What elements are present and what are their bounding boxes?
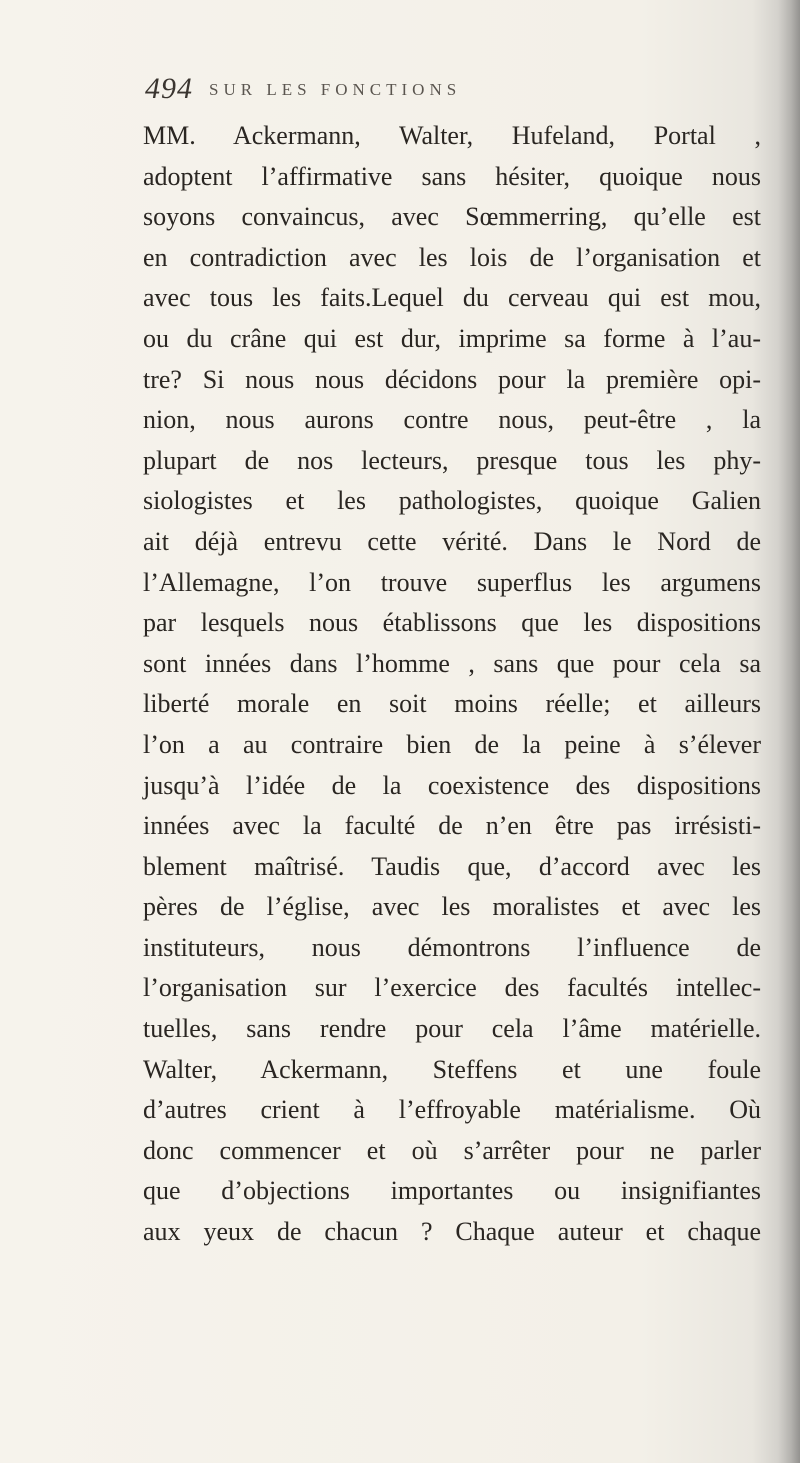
text-line: ou du crâne qui est dur, imprime sa forme à l’au- bbox=[143, 323, 761, 353]
text-line: l’Allemagne, l’on trouve superflus les argumens bbox=[143, 567, 761, 597]
text-line: sont innées dans l’homme , sans que pour cela sa bbox=[143, 648, 761, 678]
text-line: l’on a au contraire bien de la peine à s’élever bbox=[143, 729, 761, 759]
text-line: pères de l’église, avec les moralistes et avec les bbox=[143, 892, 761, 922]
text-line: en contradiction avec les lois de l’organisation et bbox=[143, 242, 761, 272]
text-line: instituteurs, nous démontrons l’influence de bbox=[143, 932, 761, 962]
text-line: jusqu’à l’idée de la coexistence des dispositions bbox=[143, 770, 761, 800]
running-head: SUR LES FONCTIONS bbox=[209, 80, 462, 99]
text-line: Walter, Ackermann, Steffens et une foule bbox=[143, 1054, 761, 1084]
text-line: avec tous les faits.Lequel du cerveau qui est mou, bbox=[143, 283, 761, 313]
text-line: innées avec la faculté de n’en être pas irrésisti- bbox=[143, 811, 761, 841]
text-line: ait déjà entrevu cette vérité. Dans le Nord de bbox=[143, 526, 761, 556]
text-line: soyons convaincus, avec Sœmmerring, qu’elle est bbox=[143, 202, 761, 232]
text-line: par lesquels nous établissons que les dispositions bbox=[143, 608, 761, 638]
body-text bbox=[143, 116, 761, 1253]
text-line: tuelles, sans rendre pour cela l’âme matérielle. bbox=[143, 1014, 761, 1044]
text-line: nion, nous aurons contre nous, peut-être , la bbox=[143, 405, 761, 435]
text-line: liberté morale en soit moins réelle; et ailleurs bbox=[143, 689, 761, 719]
text-line: siologistes et les pathologistes, quoique Galien bbox=[143, 486, 761, 516]
page-edge-shadow bbox=[778, 0, 800, 1463]
text-line: l’organisation sur l’exercice des facultés intellec- bbox=[143, 973, 761, 1003]
page-header bbox=[145, 72, 765, 112]
text-line: blement maîtrisé. Taudis que, d’accord avec les bbox=[143, 851, 761, 881]
text-line: MM. Ackermann, Walter, Hufeland, Portal , bbox=[143, 121, 761, 150]
text-line: d’autres crient à l’effroyable matérialisme. Où bbox=[143, 1095, 761, 1125]
text-line: tre? Si nous nous décidons pour la première opi- bbox=[143, 364, 761, 394]
text-line: adoptent l’affirmative sans hésiter, quoique nous bbox=[143, 161, 761, 191]
text-line: plupart de nos lecteurs, presque tous les phy- bbox=[143, 445, 761, 475]
text-line: donc commencer et où s’arrêter pour ne parler bbox=[143, 1135, 761, 1165]
text-line: aux yeux de chacun ? Chaque auteur et chaque bbox=[143, 1217, 761, 1247]
text-line: que d’objections importantes ou insignifiantes bbox=[143, 1176, 761, 1206]
page-number: 494 bbox=[145, 72, 193, 105]
